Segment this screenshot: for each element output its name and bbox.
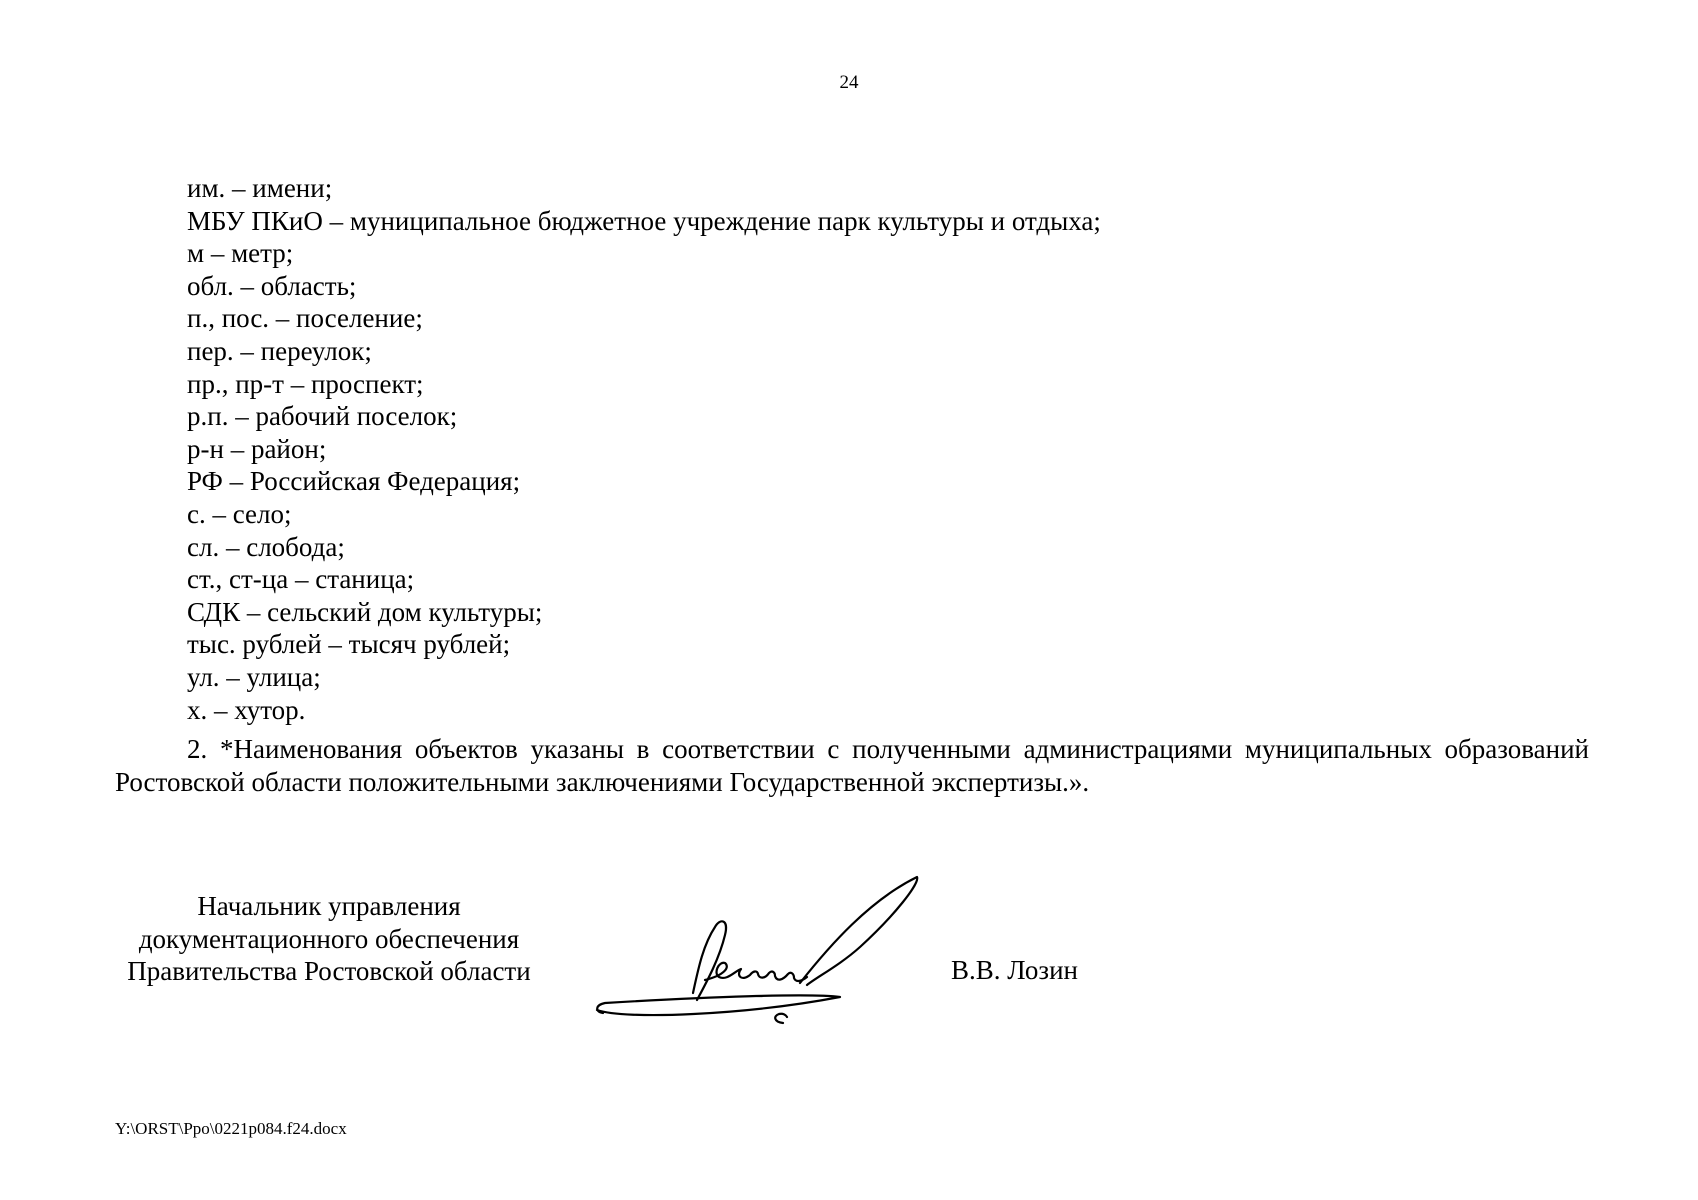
abbreviation-item: РФ – Российская Федерация; (187, 466, 521, 497)
abbreviation-item: ст., ст-ца – станица; (187, 564, 415, 595)
abbreviation-item: МБУ ПКиО – муниципальное бюджетное учреждение парк культуры и отдыха; (187, 205, 1101, 236)
abbreviation-item: ул. – улица; (187, 661, 321, 692)
page-number: 24 (839, 72, 859, 93)
file-path-footer: Y:\ORST\Ppo\0221p084.f24.docx (115, 1119, 347, 1138)
abbreviation-item: пр., пр-т – проспект; (187, 368, 424, 399)
abbreviation-item: х. – хутор. (187, 694, 306, 725)
handwritten-signature (595, 875, 925, 1025)
signatory-name: В.В. Лозин (951, 955, 1078, 985)
signatory-position-line: Правительства Ростовской области (127, 956, 531, 987)
abbreviation-item: р-н – район; (187, 433, 327, 464)
signatory-position-line: документационного обеспечения (138, 923, 520, 954)
abbreviation-item: им. – имени; (187, 173, 333, 203)
signatory-position (115, 890, 543, 988)
signatory-position-line: Начальник управления (197, 891, 461, 921)
abbreviation-item: р.п. – рабочий поселок; (187, 401, 458, 432)
abbreviation-item: обл. – область; (187, 270, 357, 301)
abbreviation-item: сл. – слобода; (187, 531, 345, 562)
abbreviation-item: СДК – сельский дом культуры; (187, 596, 543, 627)
abbreviation-item: пер. – переулок; (187, 335, 372, 366)
abbreviation-item: м – метр; (187, 238, 294, 269)
footnote-paragraph: 2. *Наименования объектов указаны в соответствии с полученными администрациями муниципальных образований Ростовской области положительными заключениями Государственной экспертизы.». (115, 734, 1589, 797)
abbreviation-item: тыс. рублей – тысяч рублей; (187, 629, 511, 660)
abbreviation-item: с. – село; (187, 498, 292, 529)
abbreviations-list (187, 172, 1101, 726)
abbreviation-item: п., пос. – поселение; (187, 303, 423, 334)
